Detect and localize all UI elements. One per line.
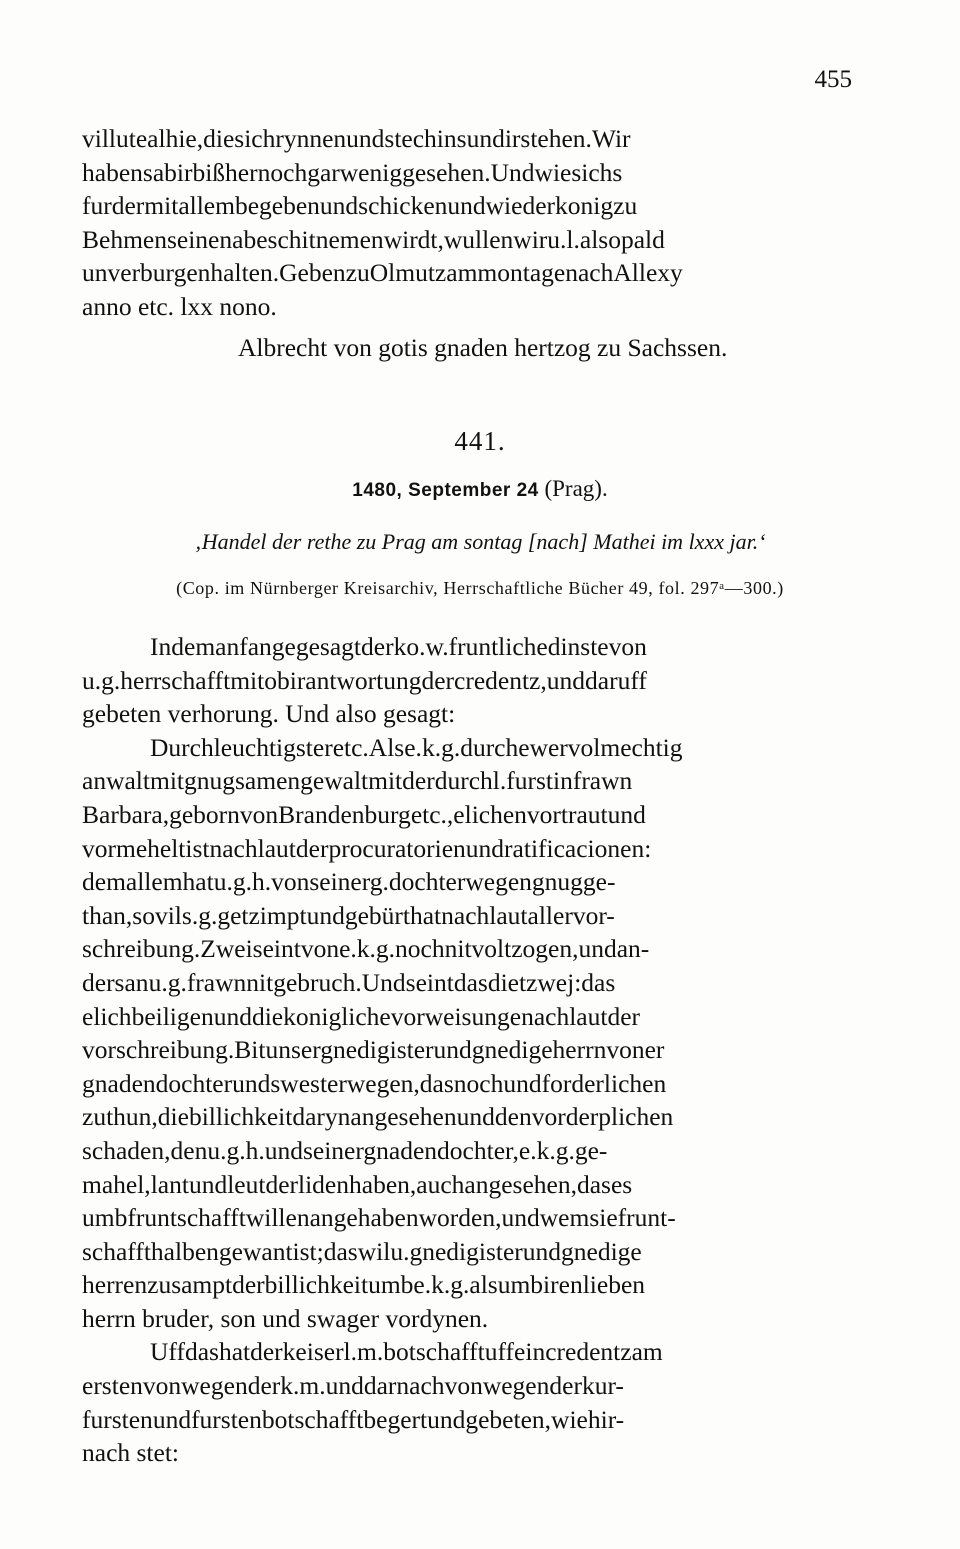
text-line: herrenzusamptderbillichkeitumbe.k.g.alsumbirenlieben <box>82 1270 646 1300</box>
text-line: mahel,lantundleutderlidenhaben,auchangesehen,dases <box>82 1169 633 1199</box>
text-line: u.g.herrschafftmitobirantwortungdercredentz,unddaruff <box>82 665 647 695</box>
text-line: demallemhatu.g.h.vonseinerg.dochterwegengnugge- <box>82 867 616 897</box>
text-line: vormeheltistnachlautderprocuratorienundratificacionen: <box>82 833 652 863</box>
text-line: herrn bruder, son und swager vordynen. <box>82 1303 489 1333</box>
text-line: Uffdashatderkeiserl.m.botschafftuffeincredentzam <box>150 1337 663 1367</box>
text-line: Indemanfangegesagtderko.w.fruntlichedinstevon <box>150 632 647 661</box>
text-line: schaffthalbengewantist;daswilu.gnedigisterundgnedige <box>82 1236 642 1266</box>
page-number: 455 <box>814 66 852 93</box>
text-line: anno etc. lxx nono. <box>82 291 277 321</box>
text-line: schaden,denu.g.h.undseinergnadendochter,e.k.g.ge- <box>82 1135 608 1165</box>
text-line: Barbara,gebornvonBrandenburgetc.,elichenvortrautund <box>82 799 646 829</box>
text-line: unverburgenhalten.GebenzuOlmutzammontagenachAllexy <box>82 258 683 288</box>
document-title: ‚Handel der rethe zu Prag am sontag [nach] Mathei im lxxx jar.‘ <box>194 529 766 554</box>
text-line: furstenundfurstenbotschafftbegertundgebeten,wiehir- <box>82 1404 625 1434</box>
text-line: dersanu.g.frawnnitgebruch.Undseintdasdietzwej:das <box>82 967 616 997</box>
text-line: zuthun,diebillichkeitdarynangesehenunddenvorderplichen <box>82 1102 674 1132</box>
document-date-bold: 1480, September 24 <box>352 480 539 501</box>
text-line: than,sovils.g.getzimptundgebürthatnachlautallervor- <box>82 900 615 930</box>
text-line: anwaltmitgnugsamengewaltmitderdurchl.furstinfrawn <box>82 766 633 796</box>
text-line: umbfruntschafftwillenangehabenworden,undwemsiefrunt- <box>82 1203 676 1233</box>
document-number: 441. <box>454 426 506 456</box>
text-line: gnadendochterundswesterwegen,dasnochundforderlichen <box>82 1068 667 1098</box>
text-line: habensabirbißhernochgarweniggesehen.Undwiesichs <box>82 157 623 187</box>
text-line: elichbeiligenunddiekoniglichevorweisungenachlautder <box>82 1001 641 1031</box>
text-line: gebeten verhorung. Und also gesagt: <box>82 699 456 729</box>
text-line: schreibung.Zweiseintvone.k.g.nochnitvoltzogen,undan- <box>82 934 650 964</box>
text-line: vorschreibung.Bitunsergnedigisterundgnedigeherrnvoner <box>82 1035 665 1065</box>
document-date-place: (Prag). <box>544 476 608 501</box>
text-line: Behmenseinenabeschitnemenwirdt,wullenwiru.l.alsopald <box>82 224 665 254</box>
letter-ending <box>82 122 852 324</box>
main-text <box>82 630 852 1470</box>
text-line: nach stet: <box>82 1438 180 1468</box>
document-date <box>0 476 960 502</box>
text-line: villutealhie,diesichrynnenundstechinsundirstehen.Wir <box>82 124 631 153</box>
document-source: (Cop. im Nürnberger Kreisarchiv, Herrschaftliche Bücher 49, fol. 297ᵃ—300.) <box>176 578 784 598</box>
text-line: Durchleuchtigsteretc.Alse.k.g.durchewervolmechtig <box>150 732 683 762</box>
text-line: erstenvonwegenderk.m.unddarnachvonwegenderkur- <box>82 1371 624 1401</box>
text-line: furdermitallembegebenundschickenundwiederkonigzu <box>82 191 638 221</box>
signature: Albrecht von gotis gnaden hertzog zu Sachssen. <box>238 333 728 362</box>
